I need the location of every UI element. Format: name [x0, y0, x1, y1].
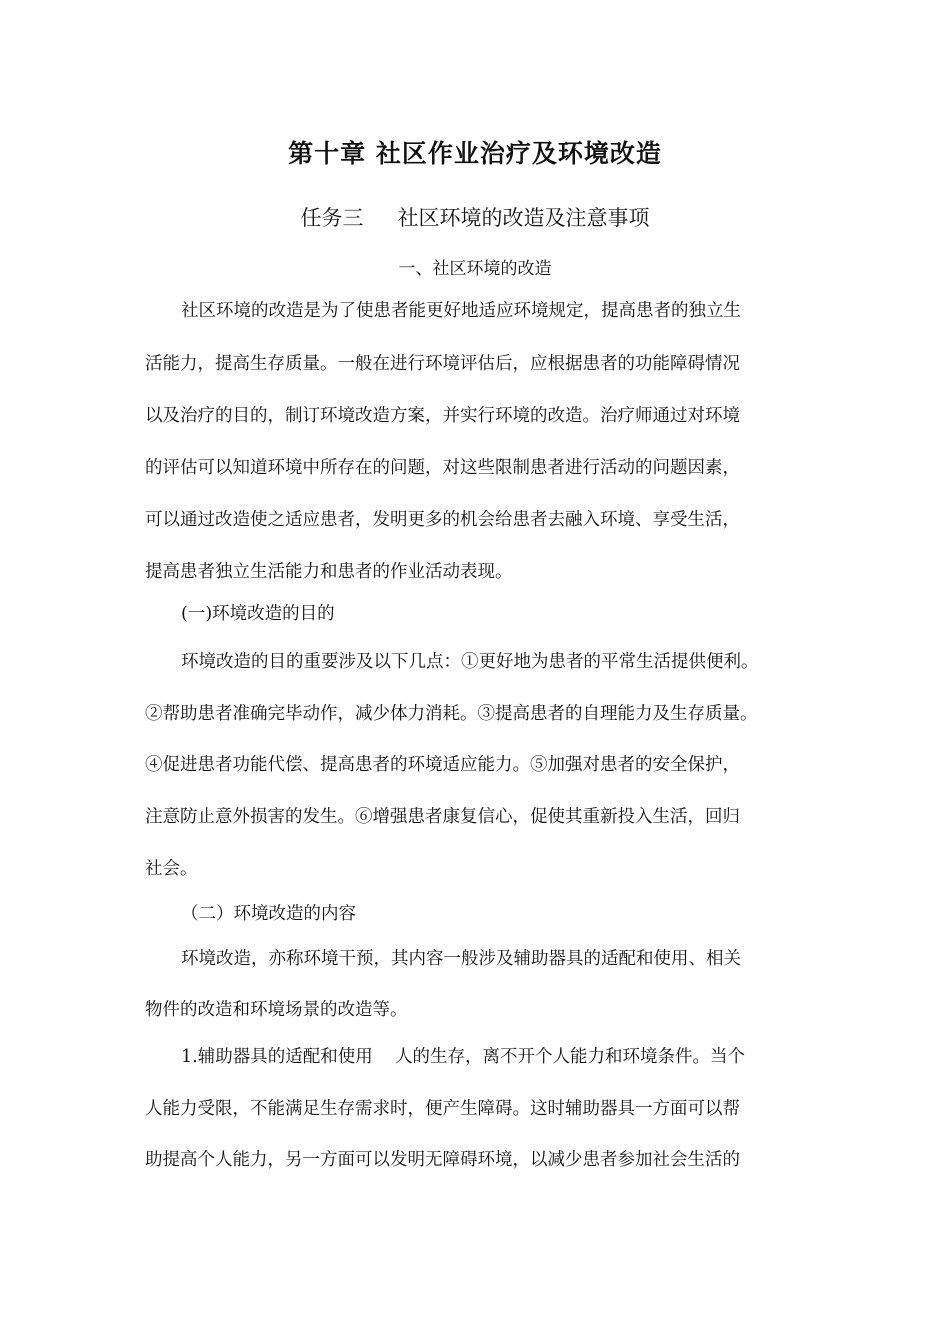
paragraph-line: 1.辅助器具的适配和使用 人的生存，离不开个人能力和环境条件。当个	[181, 1047, 745, 1067]
task-heading: 社区环境的改造及注意事项	[397, 206, 650, 230]
paragraph-line: 环境改造的目的重要涉及以下几点：①更好地为患者的平常生活提供便利。	[181, 652, 759, 672]
paragraph-line: 活能力，提高生存质量。一般在进行环境评估后，应根据患者的功能障碍情况	[145, 354, 740, 374]
section-heading: 一、社区环境的改造	[398, 259, 552, 279]
chapter-title: 第十章 社区作业治疗及环境改造	[288, 139, 662, 168]
task-title	[0, 202, 950, 232]
paragraph-line: 可以通过改造使之适应患者，发明更多的机会给患者去融入环境、享受生活，	[145, 510, 740, 530]
paragraph-line: 提高患者独立生活能力和患者的作业活动表现。	[145, 562, 513, 582]
paragraph-line: 社区环境的改造是为了使患者能更好地适应环境规定，提高患者的独立生	[181, 301, 741, 321]
paragraph-line: ②帮助患者准确完毕动作，减少体力消耗。③提高患者的自理能力及生存质量。	[145, 704, 758, 724]
subheading: （二）环境改造的内容	[181, 904, 356, 924]
paragraph-line: 注意防止意外损害的发生。⑥增强患者康复信心，促使其重新投入生活，回归	[145, 807, 740, 827]
subheading: (一)环境改造的目的	[181, 604, 335, 624]
paragraph-line: 环境改造，亦称环境干预，其内容一般涉及辅助器具的适配和使用、相关	[181, 949, 741, 969]
task-label: 任务三	[300, 206, 364, 230]
paragraph-line: 助提高个人能力，另一方面可以发明无障碍环境，以减少患者参加社会生活的	[145, 1150, 740, 1170]
paragraph-line: 人能力受限，不能满足生存需求时，便产生障碍。这时辅助器具一方面可以帮	[145, 1099, 740, 1119]
paragraph-line: 以及治疗的目的，制订环境改造方案，并实行环境的改造。治疗师通过对环境	[145, 406, 740, 426]
paragraph-line: 社会。	[145, 859, 198, 879]
paragraph-line: ④促进患者功能代偿、提高患者的环境适应能力。⑤加强对患者的安全保护，	[145, 755, 740, 775]
paragraph-line: 的评估可以知道环境中所存在的问题，对这些限制患者进行活动的问题因素，	[145, 458, 740, 478]
paragraph-line: 物件的改造和环境场景的改造等。	[145, 1000, 408, 1020]
